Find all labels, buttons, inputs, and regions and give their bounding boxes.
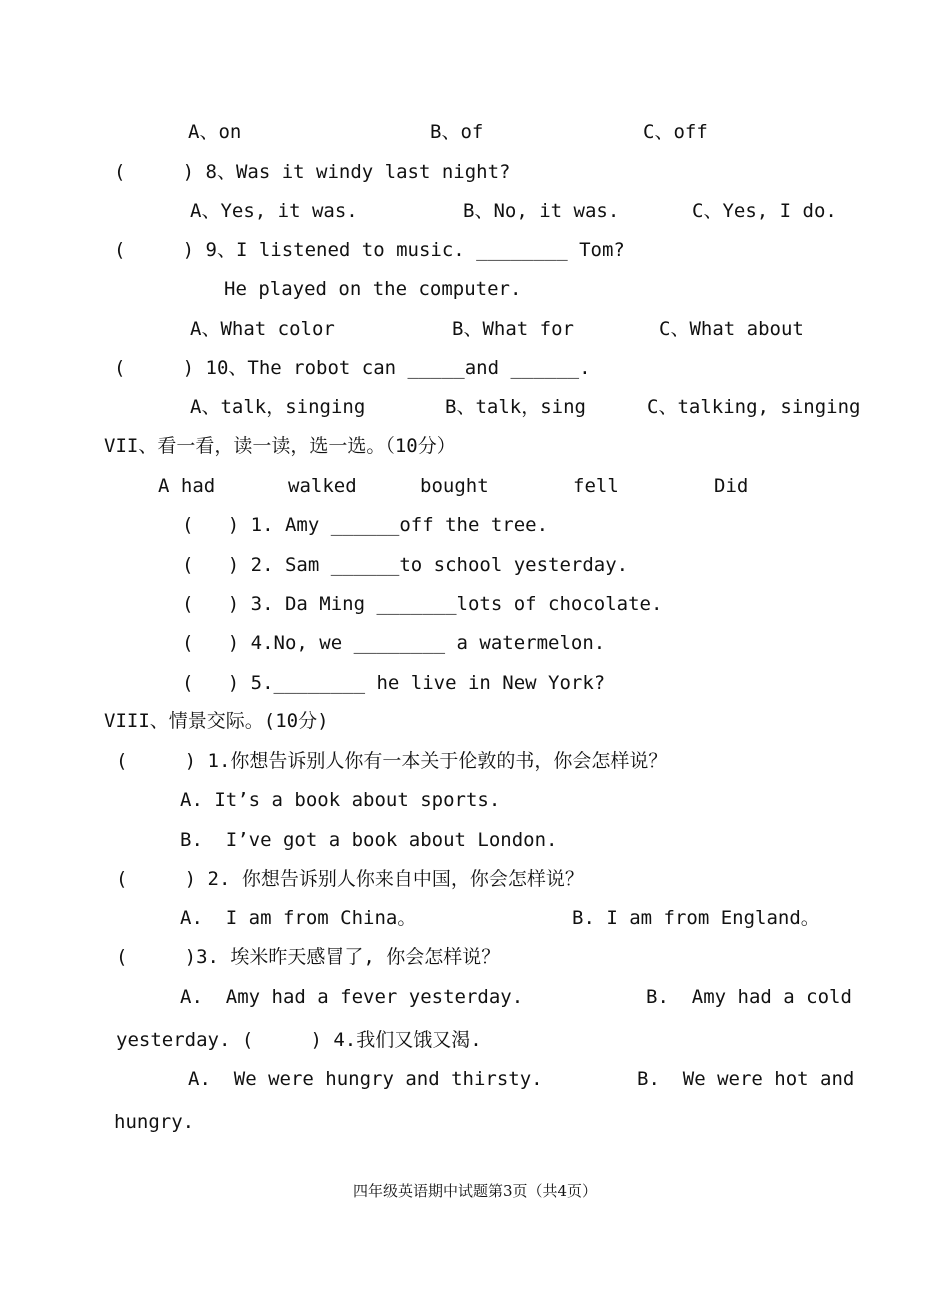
option-a: A、talk，singing <box>190 396 366 418</box>
option-b: B、No, it was. <box>463 200 620 222</box>
question-9-answer-line: He played on the computer. <box>224 278 522 300</box>
option-b: B. We were hot and <box>637 1068 855 1090</box>
word-bank-item: fell <box>573 475 619 497</box>
option-a: A. We were hungry and thirsty. <box>188 1068 543 1090</box>
option-a: A、on <box>188 121 242 143</box>
option-c: C、talking, singing <box>647 396 861 418</box>
option-c: C、Yes, I do. <box>692 200 837 222</box>
question-10: ( ) 10、The robot can _____and ______. <box>114 357 591 379</box>
option-a: A. Amy had a fever yesterday. <box>180 986 524 1008</box>
fill-blank-question: ( ) 3. Da Ming _______lots of chocolate. <box>182 593 663 615</box>
option-a: A、What color <box>190 318 335 340</box>
fill-blank-question: ( ) 1. Amy ______off the tree. <box>182 514 549 536</box>
option-b: B. I am from England。 <box>572 907 820 929</box>
word-bank-item: A had <box>158 475 216 497</box>
page-footer: 四年级英语期中试题第3页（共4页） <box>352 1182 598 1200</box>
option-a: A. It’s a book about sports. <box>180 789 501 811</box>
option-b-continued: hungry. <box>114 1111 195 1133</box>
word-bank-item: walked <box>288 475 357 497</box>
option-b: B. Amy had a cold <box>646 986 852 1008</box>
option-c: C、What about <box>659 318 804 340</box>
question-9: ( ) 9、I listened to music. ________ Tom? <box>114 239 625 261</box>
section-heading: VII、看一看，读一读，选一选。（10分） <box>104 435 456 457</box>
situation-question: ( ) 1.你想告诉别人你有一本关于伦敦的书，你会怎样说？ <box>116 750 668 772</box>
fill-blank-question: ( ) 2. Sam ______to school yesterday. <box>182 554 629 576</box>
option-b: B、talk，sing <box>445 396 586 418</box>
question-8: ( ) 8、Was it windy last night? <box>114 161 511 183</box>
option-a: A. I am from China。 <box>180 907 417 929</box>
word-bank-item: Did <box>714 475 749 497</box>
section-heading: VIII、情景交际。(10分) <box>104 710 329 732</box>
situation-question: ( )3. 埃米昨天感冒了, 你会怎样说？ <box>116 946 501 968</box>
fill-blank-question: ( ) 4.No, we ________ a watermelon. <box>182 632 606 654</box>
option-b: B、of <box>430 121 484 143</box>
option-a: A、Yes, it was. <box>190 200 358 222</box>
situation-question: yesterday. ( ) 4.我们又饿又渴. <box>116 1029 482 1051</box>
option-b: B、What for <box>452 318 574 340</box>
word-bank-item: bought <box>420 475 489 497</box>
option-c: C、off <box>643 121 708 143</box>
fill-blank-question: ( ) 5.________ he live in New York? <box>182 672 606 694</box>
situation-question: ( ) 2. 你想告诉别人你来自中国，你会怎样说？ <box>116 868 584 890</box>
option-b: B. I’ve got a book about London. <box>180 829 558 851</box>
